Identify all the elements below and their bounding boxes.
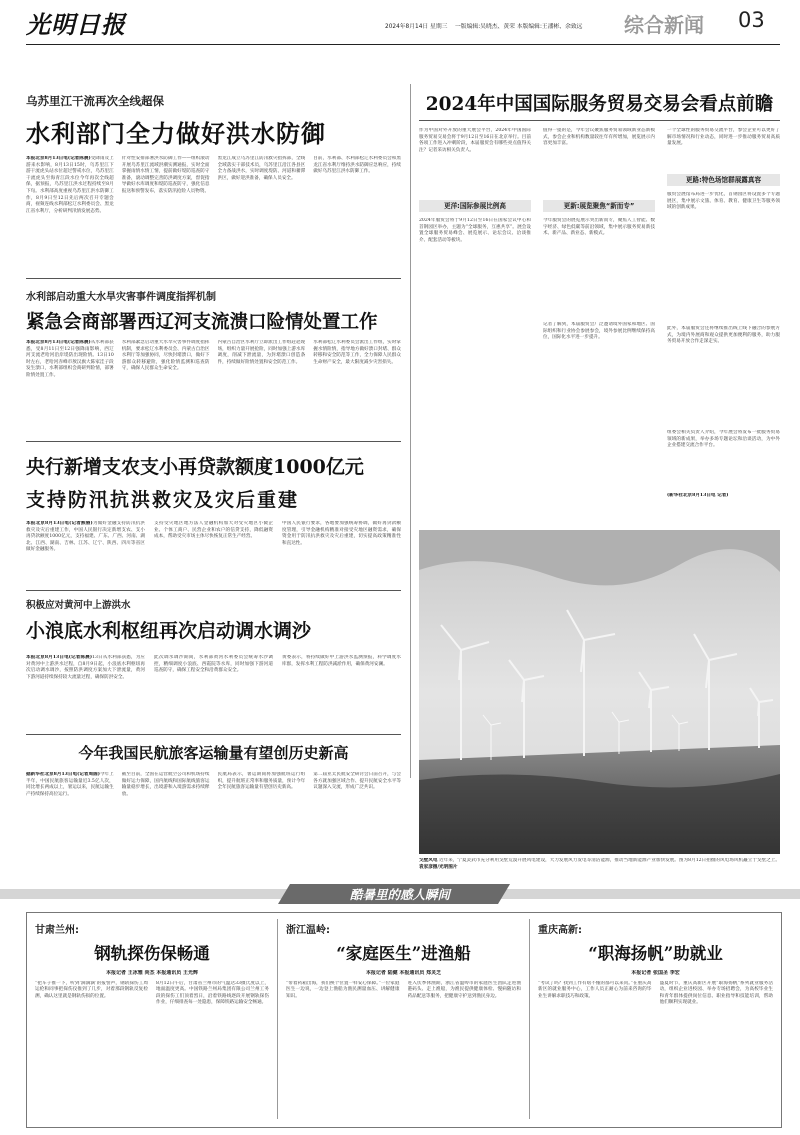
body-text: 水利部紧急启动重大水旱灾害事件调度指挥机制，要求松辽水利委员会、内蒙古自治区水利厅等加强协同，尽快封堵溃口，做好下游群众转移避险，强化险情监测和巡查防守，确保人民群众生命安全。 <box>121 340 210 372</box>
section-rule <box>26 734 401 735</box>
body-text: “考试了吗？找到工作有啥不懂的都可以来问。”在重庆高新区的就业服务中心，工作人员正耐心为前来咨询的毕业生讲解求职技巧和政策。 <box>538 980 652 999</box>
article-xiliao-river <box>26 288 401 434</box>
byline: 本报北京8月13日电(记者陈晨) <box>26 340 91 345</box>
byline: 本报北京8月13日电(记者陈晨) <box>26 156 91 161</box>
byline: 本报记者 张国圣 李宏 <box>631 970 680 976</box>
article-services-trade-fair <box>419 90 780 520</box>
body-text: 作为中国对外开放的重大展会平台，2024年中国国际服务贸易交易会将于9月12日至16日在北京举行。目前各项工作进入冲刺阶段，本届服贸会有哪些亮点值得关注？记者采访相关负责人。 <box>419 128 531 153</box>
byline: 据新华社北京8月13日电(记者周圆) <box>26 772 100 777</box>
wind-farm-photo <box>419 530 780 854</box>
headline: “家庭医生”进渔船 <box>336 944 471 963</box>
body-text: “带着药箱出海，我们换个位置一样安心保障。”一位家庭医生一边说，一边登上渔船为渔民测量血压、讲解健康知识。 <box>286 980 400 999</box>
page-number: 03 <box>738 8 765 32</box>
body-text: 服贸会展馆布局进一步优化，首钢园区将设置多个专题展区，集中展示文旅、体育、教育、健康卫生等服务领域的创新成果。 <box>667 192 780 211</box>
body-text: 第二届亚太民航安全研讨会日前召开，与会各方就加强区域合作、提升民航安全水平等议题深入交流，形成广泛共识。 <box>313 772 401 791</box>
body-text: 内蒙古自治区水利厅立即派出工作组赶赴现场，组织力量开展抢险，同时加强上游水库调度，削减下泄流量，为封堵溃口创造条件，持续做好险情处置和安全防范工作。 <box>217 340 306 365</box>
date-line: 2024年8月14日 星期三 <box>385 24 448 30</box>
body-text: 组委会相关负责人介绍，今年展会将发布一批服务贸易领域的新成果，举办多场专题论坛和洽谈活动，为中外企业搭建交流合作平台。 <box>667 430 780 449</box>
subheading: 更洋:国际参展比例高 <box>419 200 531 212</box>
kicker: 积极应对黄河中上游洪水 <box>26 600 131 611</box>
column-divider <box>410 84 411 778</box>
section-rule <box>26 441 401 442</box>
kicker: 乌苏里江干流再次全线超保 <box>26 94 164 108</box>
body-text: 民航局表示，暑运期间将加强航班运行组织，提升航班正常率和服务质量，预计今年全年民航旅客运输量有望创历史新高。 <box>217 772 306 791</box>
body-text: 水利部松辽水利委员会派出工作组，实时掌握水情险情，指导地方做好溃口封堵、群众转移和安全防范等工作，全力保障人民群众生命财产安全，最大限度减少灾害损失。 <box>313 340 401 365</box>
body-text: 此次调水调沙期间，水利部黄河水利委员会统筹水沙调控，精细调度小浪底、西霞院等水库，同时加强下游河道巡查防守，确保工程安全和沿黄群众安全。 <box>154 655 273 674</box>
bottom-feature-box <box>26 912 782 1128</box>
headline: 2024年中国国际服务贸易交易会看点前瞻 <box>425 94 774 115</box>
caption-title: 戈壁风电 <box>419 858 438 863</box>
body-text: 针对性安排部署洪水防御工作——组织滚动开展乌苏里江流域洪潮实测通报，实时全面掌握雨情水情工情，提前做好堤防巡查防守准备，滚动调整完善防洪调度方案，督促指导做好水库调度和堤防巡查防守，强化信息报送和预警发布，落实防汛抢险人员物资。 <box>121 156 210 194</box>
body-text: 一个全球性的服务贸易交流平台，参会企业可以更好了解市场情况和行业动态，同时进一步推动服务贸易高质量发展。 <box>667 128 780 147</box>
editors-line: 一版编辑:吴晓杰、黄荣 本版编辑:王潘彬、余致远 <box>455 24 583 30</box>
byline: 本报北京8月13日电(记者熊丽) <box>26 521 93 526</box>
body-text: 本报北京8月13日电(记者陈晨)从水利部获悉，受8月11日至12日强降雨影响，西辽河支流老哈河沿岸堤防出现险情。13日10时左右，老哈河赤峰市敖汉旗大陈家洼子段发生溃口，水利部组织会商研判险情，部署险情处置工作。 <box>26 340 114 378</box>
article-civil-aviation <box>26 742 401 842</box>
body-text: 黄委表示，将持续做好中上游洪水监测预报，科学调度水库群，发挥水利工程防洪减淤作用，确保黄河安澜。 <box>282 655 401 667</box>
body-text: 本报北京8月13日电(记者陈晨)受降雨及上游来水影响，8月13日15时，乌苏里江下游干流虎头站水位超过警戒水位，乌苏里江干流虎头至海青江段水位今年再次全线超保，据预报，乌苏里江洪水过程持续至8月下旬。水利部高度重视乌苏里江洪水防御工作，8月9日至12日先后两次召开专题会商，视频连线水利部松辽水利委员会、黑龙江省水利厅，分析研判汛情发展态势。 <box>26 156 114 214</box>
body-text: 据新华社北京8月13日电(记者周圆)今年上半年，中国民航旅客运输量近3.5亿人次，同比增长两成以上，暑运以来，民航运输生产持续保持高位运行。 <box>26 772 114 797</box>
location: 重庆高新: <box>538 925 582 936</box>
body-text: 截至目前，全国在运营航空公司和机场持续做好运力保障，国内航线和国际航线旅客运输量稳步增长，出境游和入境游需求持续释放。 <box>121 772 210 797</box>
kicker: 水利部启动重大水旱灾害事件调度指挥机制 <box>26 292 216 303</box>
body-text: 进入伏季休渔期，浙江省温岭市的家庭医生团队走进渔港码头、走上渔船，为渔民提供健康体检、慢病随访和药品配送等服务，把健康守护送到渔民身边。 <box>407 980 521 999</box>
section-rule <box>26 278 401 279</box>
dateline-credit: (新华社北京8月13日电 记者) <box>667 493 729 498</box>
bottom-story-chongqing <box>538 921 773 1121</box>
location: 甘肃兰州: <box>35 925 79 936</box>
subheading: 更路:特色场馆群展露真容 <box>667 174 780 186</box>
subheading: 更新:展览聚焦“新而专” <box>543 200 655 212</box>
bottom-story-wenling <box>286 921 521 1121</box>
newspaper-logo: 光明日报 <box>26 10 126 39</box>
photo-image <box>419 530 780 854</box>
article-xiaolangdi <box>26 597 401 732</box>
byline: 本报北京8月13日电(记者陈晨) <box>26 655 93 660</box>
body-text: 2024年服贸会将于9月12日至16日在国家会议中心和首钢园区举办，主题为“全球服务，互惠共享”。展会设置全球服务贸易峰会、展览展示、论坛会议、洽谈推介、配套活动等板块。 <box>419 218 531 243</box>
section-title: 综合新闻 <box>624 13 704 37</box>
photo-credit: 袁家彦摄/光明图片 <box>419 864 458 870</box>
body-text: 今年服贸会的展览展示突出新而专，聚焦人工智能、数字经济、绿色低碳等前沿领域，集中展示服务贸易新技术、新产品、新业态、新模式。 <box>543 218 655 237</box>
masthead <box>0 0 800 44</box>
article-central-bank <box>26 452 401 587</box>
headline: 央行新增支农支小再贷款额度1000亿元 <box>26 456 364 478</box>
body-text: 支持受灾地区地方法人金融机构加大对受灾地区小微企业、个体工商户、民营企业和农户的信贷支持，降低融资成本，帮助受灾市场主体尽快恢复正常生产经营。 <box>154 521 273 540</box>
body-text: 值得一提的是，今年会议聚焦服务贸易领域新业态新模式，参会企业和机构数量较往年有所增加，展览展示内容更加丰富。 <box>543 128 655 147</box>
body-text: 本报北京8月13日电(记者陈晨)13日从水利部获悉，为应对黄河中上游洪水过程，自8月9日起，小浪底水利枢纽再次启动调水调沙，按照防洪调度方案加大下泄流量，黄河下游河道持续保持较大流量过程，确保防洪安全。 <box>26 655 145 680</box>
masthead-rule <box>26 44 780 45</box>
byline: 本报记者 陆健 本报通讯员 郑灵芝 <box>365 970 442 976</box>
headline: 水利部门全力做好洪水防御 <box>26 119 326 148</box>
headline: “职海扬帆”助就业 <box>588 944 723 963</box>
headline: 钢轨探伤保畅通 <box>94 944 210 963</box>
headline: 紧急会商部署西辽河支流溃口险情处置工作 <box>26 312 378 333</box>
headline: 今年我国民航旅客运输量有望创历史新高 <box>78 744 349 762</box>
feature-banner <box>0 880 800 908</box>
body-text: 记者了解到，本届服贸会广泛邀请境外国家和地区、国际组织和行业协会参展参会，境外参展比例继续保持高位，国际化水平进一步提升。 <box>543 322 655 341</box>
location: 浙江温岭: <box>286 925 330 936</box>
photo-caption: 戈壁风电 近年来，宁夏灵武市充分利用戈壁荒漠开展风电建设，大力发展风力发电等清洁能源，推动当地新能源产业加快发展。图为8月12日拍摄的风电场风机矗立于戈壁之上。 袁家彦摄/光明图片 <box>419 858 780 870</box>
body-text: “把车子推一下，听到‘滴滴滴’的报警声，钢轨探伤工周运伦和同事把探伤仪推到了几步，对着那段钢轨反复检测，确认这里就是钢轨伤损的位置。 <box>35 980 148 999</box>
body-text: 此外，本届服贸会还将继续推出线上线下融合的参展方式，为境内外展商和观众提供更加便利的服务，助力服务贸易开放合作走深走实。 <box>667 326 780 345</box>
byline: 本报记者 王冰雅 尚杰 本报通讯员 王光辉 <box>106 970 198 976</box>
bottom-story-lanzhou <box>35 921 269 1121</box>
body-text: 中国人民银行要求，各地要加强统筹协调，做好再贷款额度管理，引导金融机构精准对接受灾地区融资需求，确保资金用于防汛抗洪救灾及灾后重建，切实提高政策精准性和直达性。 <box>282 521 401 546</box>
body-text: 8月12日午后，甘肃省兰州市的气温达33摄氏度以上，地面温度更高。中国铁路兰州局集团有限公司兰州工务段的探伤工们顶着烈日，沿着铁路线逐段开展钢轨探伤作业，仔细排查每一处隐患，保障铁路运输安全畅通。 <box>156 980 269 1006</box>
body-text: 黑龙江成立乌苏里江防汛救灾指挥部，全线全域落实干部技术员，乌苏里江沿江各县区全力备战洪水，实时调度堤防、河道和蓄滞洪区，做好迎洪准备，确保人员安全。 <box>217 156 306 181</box>
section-rule <box>26 590 401 591</box>
body-text: 目前，水利部、水利部松辽水利委员会和黑龙江省水利厅维持洪水防御应急响应，持续做好乌苏里江洪水防御工作。 <box>313 156 401 175</box>
body-text: 本报北京8月13日电(记者熊丽)为做好金融支持防汛抗洪救灾及灾后重建工作，中国人民银行决定新增支农、支小再贷款额度1000亿元，支持福建、广东、广西、河南、湖北、江西、湖南、吉林、江苏、辽宁、陕西、四川等省区做好金融服务。 <box>26 521 145 553</box>
body-text: 盛夏时节，重庆高新区开展“职海扬帆”系列就业服务活动，组织企业进校园、举办专场招聘会，为高校毕业生和青年群体提供岗位信息、职业指导和技能培训，帮助他们顺利实现就业。 <box>659 980 773 1006</box>
headline: 支持防汛抗洪救灾及灾后重建 <box>26 489 300 511</box>
headline: 小浪底水利枢纽再次启动调水调沙 <box>26 620 312 642</box>
banner-title: 酷暑里的感人瞬间 <box>349 887 450 902</box>
article-flood-defense <box>26 93 401 233</box>
